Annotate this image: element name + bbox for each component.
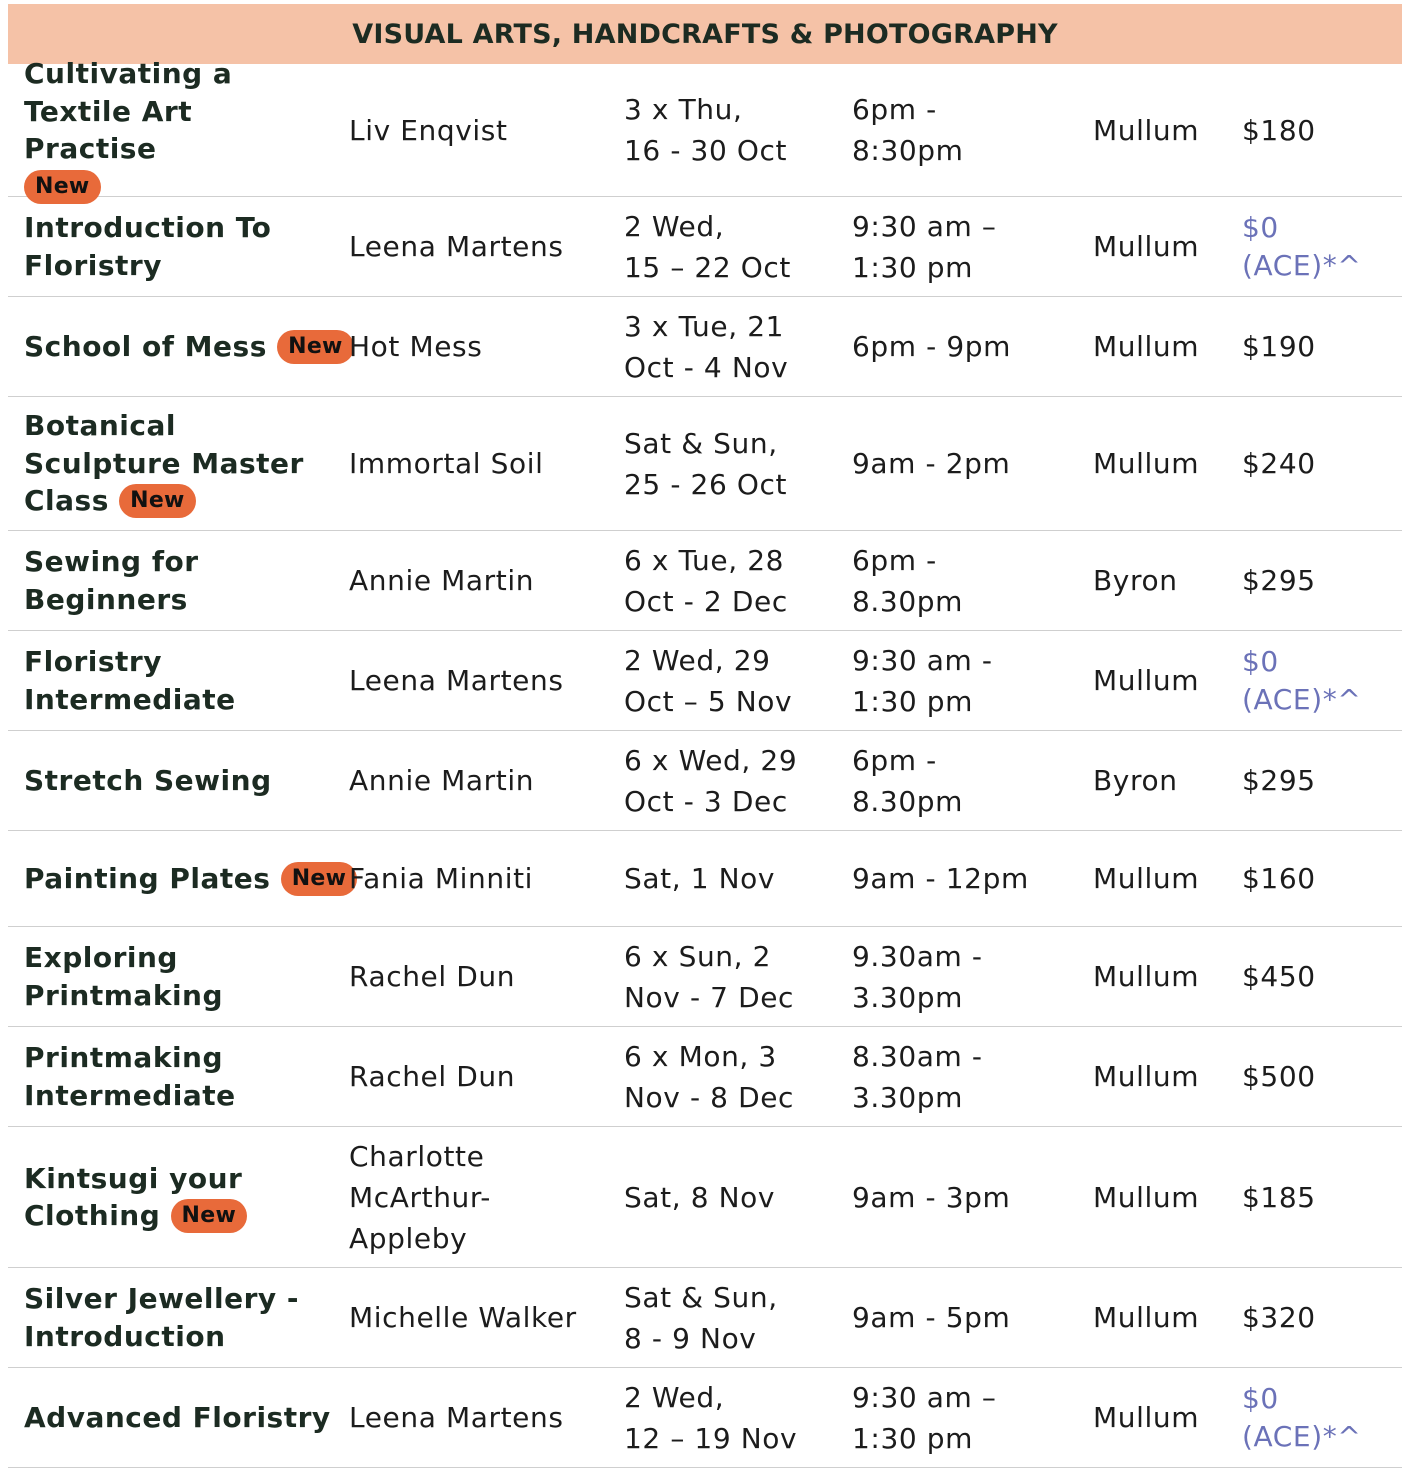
course-time: 9am - 3pm [852,1180,1011,1214]
new-badge: New [281,862,358,896]
course-time: 6pm - 8.30pm [852,743,963,818]
course-title[interactable]: Cultivating a Textile Art Practise New [8,55,333,205]
course-dates: Sat & Sun, 25 - 26 Oct [624,426,788,501]
course-row[interactable] [8,297,1402,397]
course-row[interactable] [8,57,1402,199]
course-time: 9am - 5pm [852,1301,1011,1334]
course-price: $160 [1242,862,1316,895]
course-venue: Byron [1093,564,1178,597]
course-venue: Mullum [1093,230,1200,263]
course-dates: Sat & Sun, 8 - 9 Nov [624,1280,778,1355]
course-dates: 2 Wed, 15 – 22 Oct [624,209,791,284]
course-dates: 6 x Mon, 3 Nov - 8 Dec [624,1039,795,1114]
course-time: 9am - 12pm [852,862,1029,895]
course-venue: Mullum [1093,447,1200,480]
course-row[interactable] [8,927,1402,1027]
course-time: 9am - 2pm [852,447,1011,480]
course-tutor: Liv Enqvist [349,113,508,147]
course-price: $190 [1242,330,1316,363]
course-price: $0 (ACE)*^ [1242,644,1362,716]
course-tutor: Fania Minniti [349,862,534,895]
new-badge: New [119,484,196,518]
course-tutor: Rachel Dun [349,1060,516,1093]
course-dates: 6 x Wed, 29 Oct - 3 Dec [624,743,798,818]
course-venue: Mullum [1093,1060,1200,1093]
course-price: $180 [1242,113,1316,147]
course-price: $0 (ACE)*^ [1242,1381,1362,1453]
new-badge: New [171,1199,248,1233]
course-venue: Mullum [1093,1401,1200,1434]
course-dates: 6 x Sun, 2 Nov - 7 Dec [624,939,795,1014]
course-row[interactable] [8,731,1402,831]
course-title[interactable]: Silver Jewellery - Introduction [24,1282,300,1353]
course-dates: Sat, 8 Nov [624,1180,776,1214]
course-dates: 6 x Tue, 28 Oct - 2 Dec [624,543,788,618]
course-venue: Mullum [1093,1180,1200,1214]
course-tutor: Annie Martin [349,764,535,797]
course-price: $295 [1242,764,1316,797]
course-tutor: Hot Mess [349,330,483,363]
course-title[interactable]: Botanical Sculpture Master Class New [24,409,304,518]
course-title[interactable]: Floristry Intermediate [24,645,236,716]
course-row[interactable] [8,1368,1402,1468]
course-time: 6pm - 8.30pm [852,543,963,618]
course-price: $240 [1242,447,1316,480]
course-price: $450 [1242,960,1316,993]
course-title[interactable]: Painting Plates New [8,860,333,898]
course-dates: Sat, 1 Nov [624,862,776,895]
course-time: 8.30am - 3.30pm [852,1039,983,1114]
course-venue: Mullum [1093,330,1200,363]
course-venue: Byron [1093,764,1178,797]
course-dates: 3 x Tue, 21 Oct - 4 Nov [624,309,789,384]
new-badge: New [277,330,354,364]
course-title[interactable]: Introduction To Floristry [24,211,272,282]
course-dates: 2 Wed, 12 – 19 Nov [624,1380,798,1455]
course-tutor: Charlotte McArthur- Appleby [349,1139,491,1255]
course-time: 9.30am - 3.30pm [852,939,983,1014]
course-row[interactable] [8,831,1402,927]
course-table [8,4,1402,1468]
course-price: $320 [1242,1301,1316,1334]
course-time: 6pm - 9pm [852,330,1012,363]
course-venue: Mullum [1093,664,1200,697]
course-row[interactable] [8,397,1402,531]
course-row[interactable] [8,1127,1402,1268]
course-title[interactable]: Exploring Printmaking [24,941,224,1012]
course-row[interactable] [8,531,1402,631]
course-time: 9:30 am – 1:30 pm [852,1380,997,1455]
course-title[interactable]: Sewing for Beginners [24,545,199,616]
course-venue: Mullum [1093,1301,1200,1334]
course-time: 9:30 am – 1:30 pm [852,209,997,284]
course-price: $295 [1242,564,1316,597]
course-venue: Mullum [1093,960,1200,993]
course-tutor: Leena Martens [349,230,564,263]
course-tutor: Leena Martens [349,664,564,697]
course-title[interactable]: Kintsugi your Clothing New [8,1160,333,1235]
course-tutor: Michelle Walker [349,1301,577,1334]
course-venue: Mullum [1093,862,1200,895]
course-price: $0 (ACE)*^ [1242,210,1362,282]
course-tutor: Rachel Dun [349,960,516,993]
course-price: $500 [1242,1060,1316,1093]
course-tutor: Immortal Soil [349,447,544,480]
course-title[interactable]: Printmaking Intermediate [24,1041,236,1112]
course-title[interactable]: Stretch Sewing [24,763,272,797]
course-time: 9:30 am - 1:30 pm [852,643,993,718]
course-title[interactable]: Advanced Floristry [24,1400,331,1434]
course-dates: 3 x Thu, 16 - 30 Oct [624,93,788,167]
course-tutor: Leena Martens [349,1401,564,1434]
new-badge: New [24,170,101,204]
course-row[interactable] [8,197,1402,297]
course-row[interactable] [8,1268,1402,1368]
course-price: $185 [1242,1180,1316,1214]
course-row[interactable] [8,1027,1402,1127]
course-venue: Mullum [1093,113,1200,147]
course-row[interactable] [8,631,1402,731]
course-dates: 2 Wed, 29 Oct – 5 Nov [624,643,793,718]
section-title: VISUAL ARTS, HANDCRAFTS & PHOTOGRAPHY [352,18,1058,50]
course-title[interactable]: School of Mess New [8,328,333,366]
course-time: 6pm - 8:30pm [852,93,964,167]
course-tutor: Annie Martin [349,564,535,597]
